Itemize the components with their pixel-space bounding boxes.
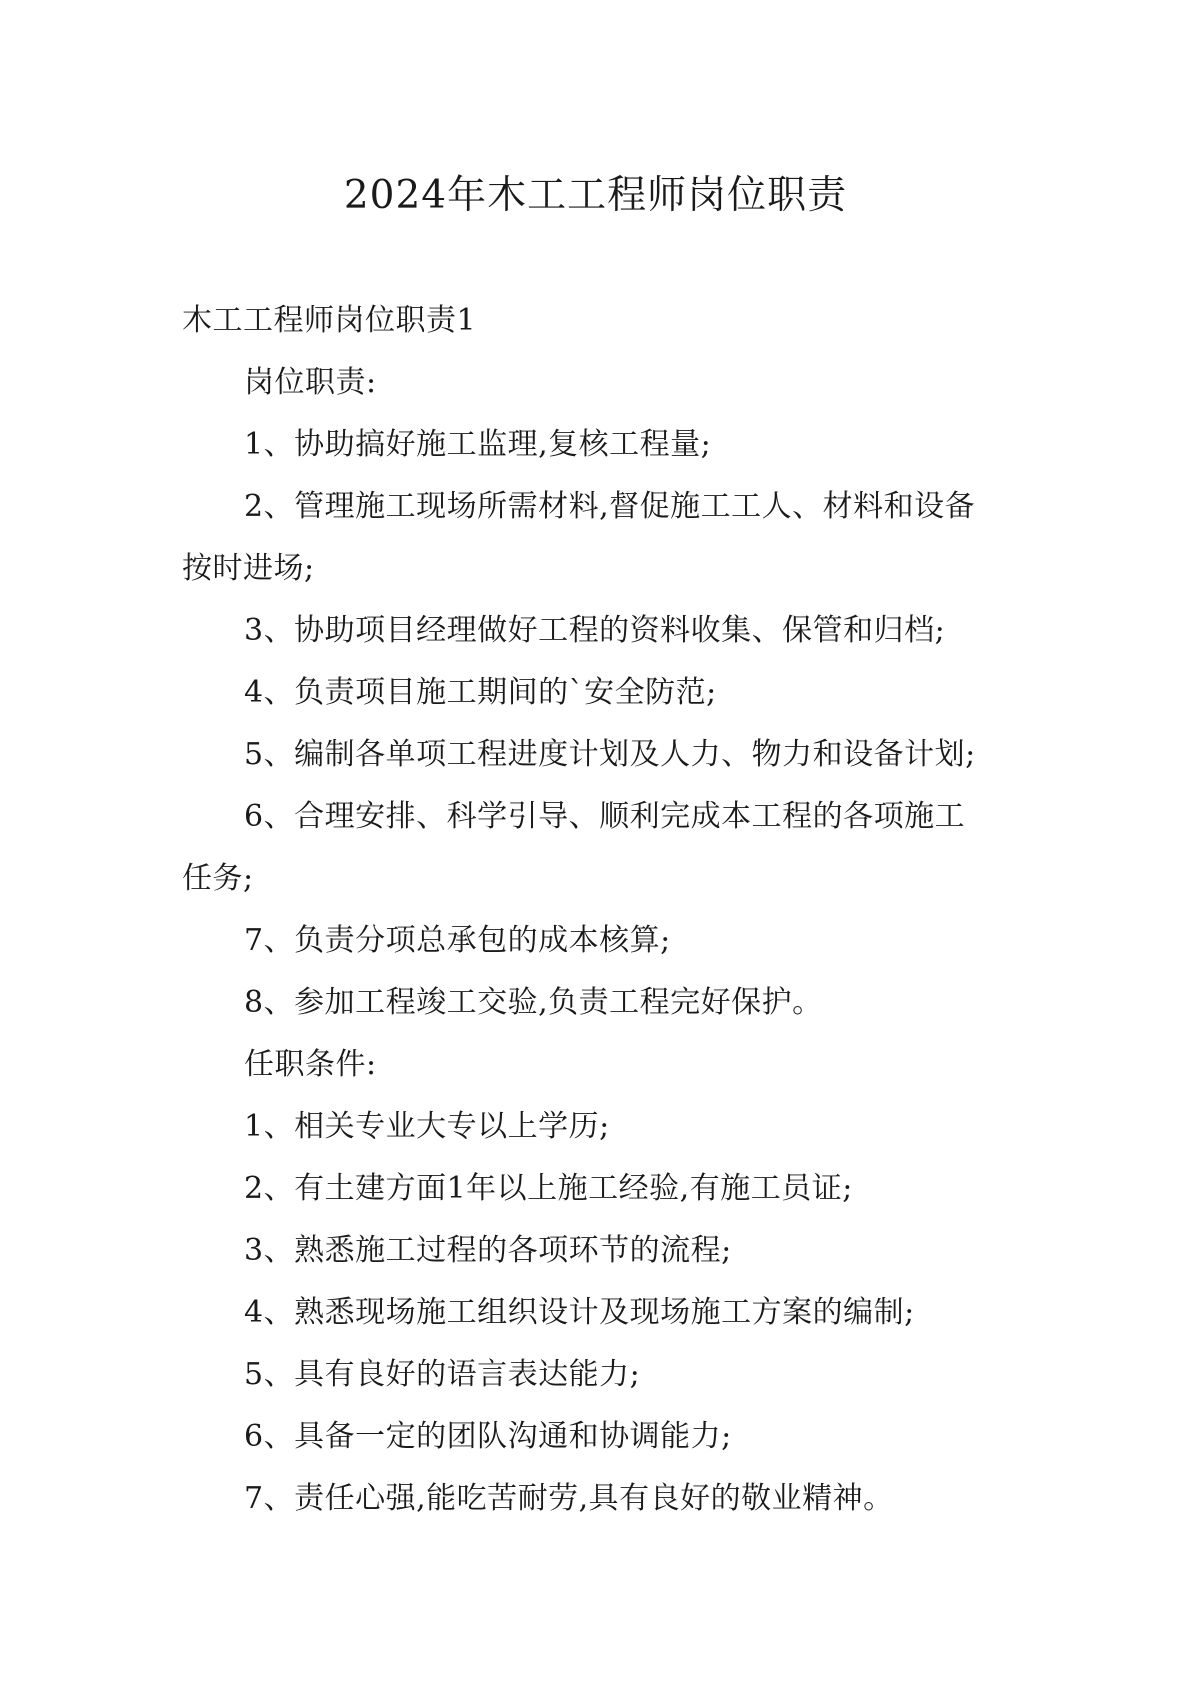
duty-item-6-line-1: 6、合理安排、科学引导、顺利完成本工程的各项施工 — [244, 799, 966, 834]
requirement-item-5: 5、具有良好的语言表达能力; — [244, 1357, 641, 1392]
duties-list — [182, 414, 1014, 1034]
duty-item-2 — [182, 476, 1014, 600]
duty-item-6 — [182, 786, 1014, 910]
document-body — [182, 290, 1014, 1530]
duty-item-4: 4、负责项目施工期间的`安全防范; — [244, 675, 717, 710]
duty-item-3: 3、协助项目经理做好工程的资料收集、保管和归档; — [244, 613, 946, 648]
duty-item-7: 7、负责分项总承包的成本核算; — [244, 923, 671, 958]
duty-item-6-line-2: 任务; — [182, 861, 254, 896]
requirements-list — [182, 1096, 1014, 1530]
document-title: 2024年木工工程师岗位职责 — [343, 173, 848, 218]
requirement-item-2: 2、有土建方面1年以上施工经验,有施工员证; — [244, 1171, 853, 1206]
requirement-item-1: 1、相关专业大专以上学历; — [244, 1109, 610, 1144]
duty-item-2-line-1: 2、管理施工现场所需材料,督促施工工人、材料和设备 — [244, 489, 976, 524]
duty-item-2-line-2: 按时进场; — [182, 551, 315, 586]
requirement-item-6: 6、具备一定的团队沟通和协调能力; — [244, 1419, 732, 1454]
section-heading: 木工工程师岗位职责1 — [182, 303, 477, 338]
requirement-item-4: 4、熟悉现场施工组织设计及现场施工方案的编制; — [244, 1295, 915, 1330]
requirement-item-3: 3、熟悉施工过程的各项环节的流程; — [244, 1233, 732, 1268]
duty-item-8: 8、参加工程竣工交验,负责工程完好保护。 — [244, 985, 823, 1020]
duties-heading: 岗位职责: — [244, 365, 377, 400]
requirements-heading: 任职条件: — [244, 1047, 377, 1082]
duty-item-5: 5、编制各单项工程进度计划及人力、物力和设备计划; — [244, 737, 976, 772]
duty-item-1: 1、协助搞好施工监理,复核工程量; — [244, 427, 712, 462]
requirement-item-7: 7、责任心强,能吃苦耐劳,具有良好的敬业精神。 — [244, 1481, 894, 1516]
